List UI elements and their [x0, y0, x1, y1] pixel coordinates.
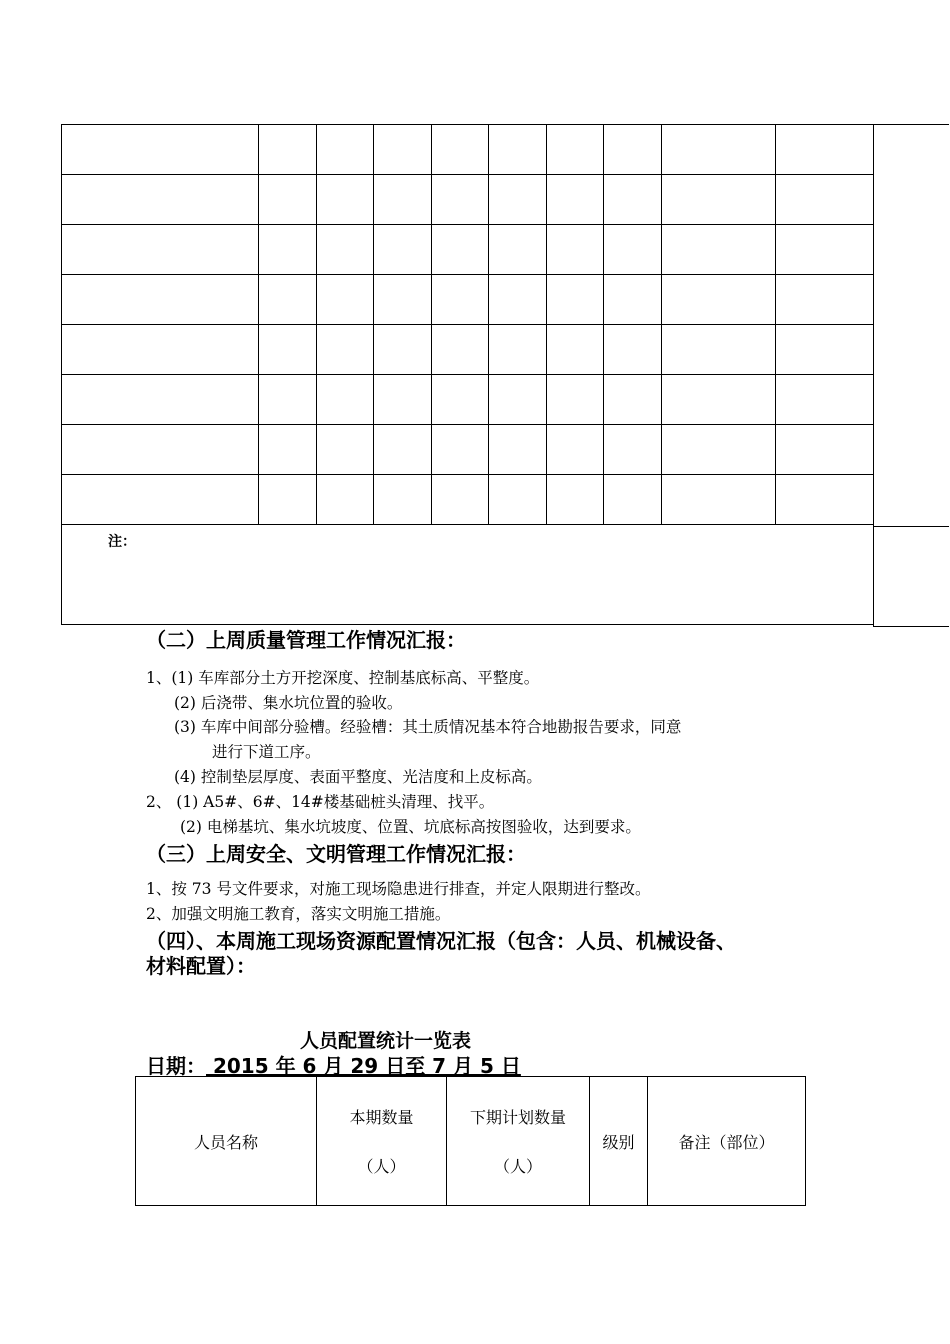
progress-table — [61, 124, 874, 625]
section3-line-2: 2、加强文明施工教育，落实文明施工措施。 — [146, 905, 451, 923]
header-remarks: 备注（部位） — [648, 1077, 806, 1206]
header-level: 级别 — [590, 1077, 648, 1206]
section2-line-4: 进行下道工序。 — [212, 743, 321, 761]
table-row — [62, 325, 874, 375]
table-row — [62, 425, 874, 475]
section3-heading: （三）上周安全、文明管理工作情况汇报： — [146, 842, 526, 866]
table-row — [62, 375, 874, 425]
section4-heading-line-2: 材料配置）： — [146, 954, 256, 978]
date-label: 日期： — [146, 1054, 206, 1078]
note-label: 注： — [108, 534, 136, 550]
section2-line-5: (4) 控制垫层厚度、表面平整度、光洁度和上皮标高。 — [174, 768, 542, 786]
staff-table — [135, 1076, 806, 1206]
section2-line-6: 2、 (1) A5#、6#、14#楼基础桩头清理、找平。 — [146, 793, 495, 811]
side-column — [873, 124, 949, 627]
table-row — [62, 125, 874, 175]
section3-line-1: 1、按 73 号文件要求，对施工现场隐患进行排查，并定人限期进行整改。 — [146, 880, 651, 898]
section2-line-3: (3) 车库中间部分验槽。经验槽：其土质情况基本符合地勘报告要求，同意 — [174, 718, 682, 736]
header-name: 人员名称 — [136, 1077, 317, 1206]
section2-line-1: 1、(1) 车库部分土方开挖深度、控制基底标高、平整度。 — [146, 669, 540, 687]
table-row — [62, 175, 874, 225]
date-value: 2015 年 6 月 29 日至 7 月 5 日 — [206, 1054, 521, 1078]
staff-table-title: 人员配置统计一览表 — [300, 1030, 472, 1052]
section2-line-2: (2) 后浇带、集水坑位置的验收。 — [174, 694, 403, 712]
section4-heading-line-1: （四）、本周施工现场资源配置情况汇报（包含：人员、机械设备、 — [146, 929, 736, 953]
section2-line-7: (2) 电梯基坑、集水坑坡度、位置、坑底标高按图验收，达到要求。 — [180, 818, 641, 836]
header-current-qty: 本期数量 （人） — [317, 1077, 447, 1206]
table-row — [62, 275, 874, 325]
note-row — [62, 525, 874, 625]
section2-heading: （二）上周质量管理工作情况汇报： — [146, 628, 466, 652]
table-row — [62, 225, 874, 275]
staff-table-date — [146, 1050, 521, 1079]
header-next-qty: 下期计划数量 （人） — [447, 1077, 590, 1206]
table-row — [62, 475, 874, 525]
staff-table-header — [136, 1077, 806, 1206]
